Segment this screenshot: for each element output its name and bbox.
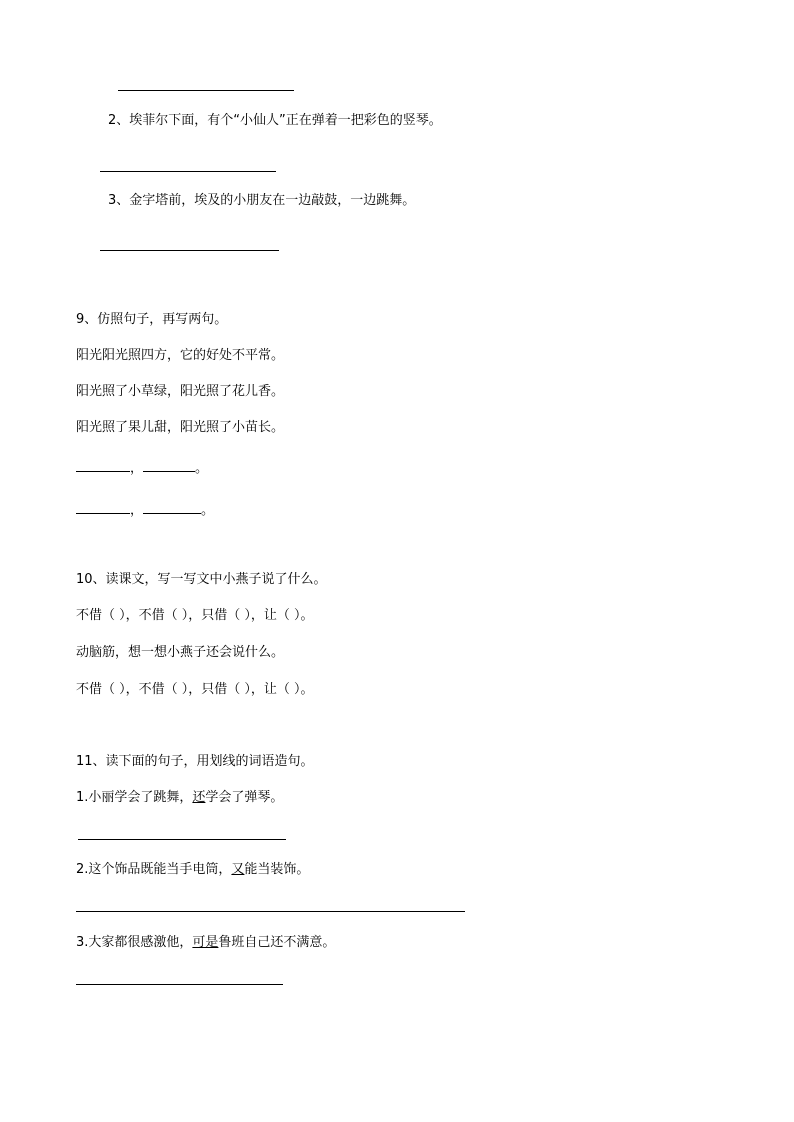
q9-blank-row-2: ， 。 <box>76 501 214 519</box>
q9-line-2: 阳光照了小草绿，阳光照了花儿香。 <box>76 384 285 399</box>
q11-sentence-1: 1.小丽学会了跳舞，还学会了弹琴。 <box>76 790 284 805</box>
q10-title: 10、读课文，写一写文中小燕子说了什么。 <box>76 572 327 587</box>
q9-title: 9、仿照句子，再写两句。 <box>76 312 228 327</box>
answer-line <box>100 250 279 251</box>
fill-blank[interactable] <box>143 459 195 472</box>
q9-line-1: 阳光阳光照四方，它的好处不平常。 <box>76 348 285 363</box>
answer-line <box>76 911 465 912</box>
underlined-word: 还 <box>192 790 206 805</box>
q10-line-2: 动脑筋，想一想小燕子还会说什么。 <box>76 645 285 660</box>
answer-line <box>118 90 294 91</box>
q11-sentence-3: 3.大家都很感激他，可是鲁班自己还不满意。 <box>76 935 336 950</box>
q9-blank-row-1: ， 。 <box>76 459 208 477</box>
q11-sentence-2: 2.这个饰品既能当手电筒，又能当装饰。 <box>76 862 310 877</box>
answer-line <box>100 171 276 172</box>
q10-line-1: 不借（ ），不借（ ），只借（ ），让（ ）。 <box>76 608 314 623</box>
fill-blank[interactable] <box>143 501 201 514</box>
q8-sentence-2: 2、埃菲尔下面，有个“小仙人”正在弹着一把彩色的竖琴。 <box>108 113 442 128</box>
q11-title: 11、读下面的句子，用划线的词语造句。 <box>76 754 314 769</box>
fill-blank[interactable] <box>76 501 130 514</box>
fill-blank[interactable] <box>76 459 130 472</box>
q9-line-3: 阳光照了果儿甜，阳光照了小苗长。 <box>76 420 285 435</box>
underlined-word: 又 <box>231 862 245 877</box>
underlined-word: 可是 <box>192 935 219 950</box>
q8-sentence-3: 3、金字塔前，埃及的小朋友在一边敲鼓，一边跳舞。 <box>108 193 416 208</box>
answer-line <box>76 984 283 985</box>
q10-line-3: 不借（ ），不借（ ），只借（ ），让（ ）。 <box>76 682 314 697</box>
answer-line <box>78 839 286 840</box>
